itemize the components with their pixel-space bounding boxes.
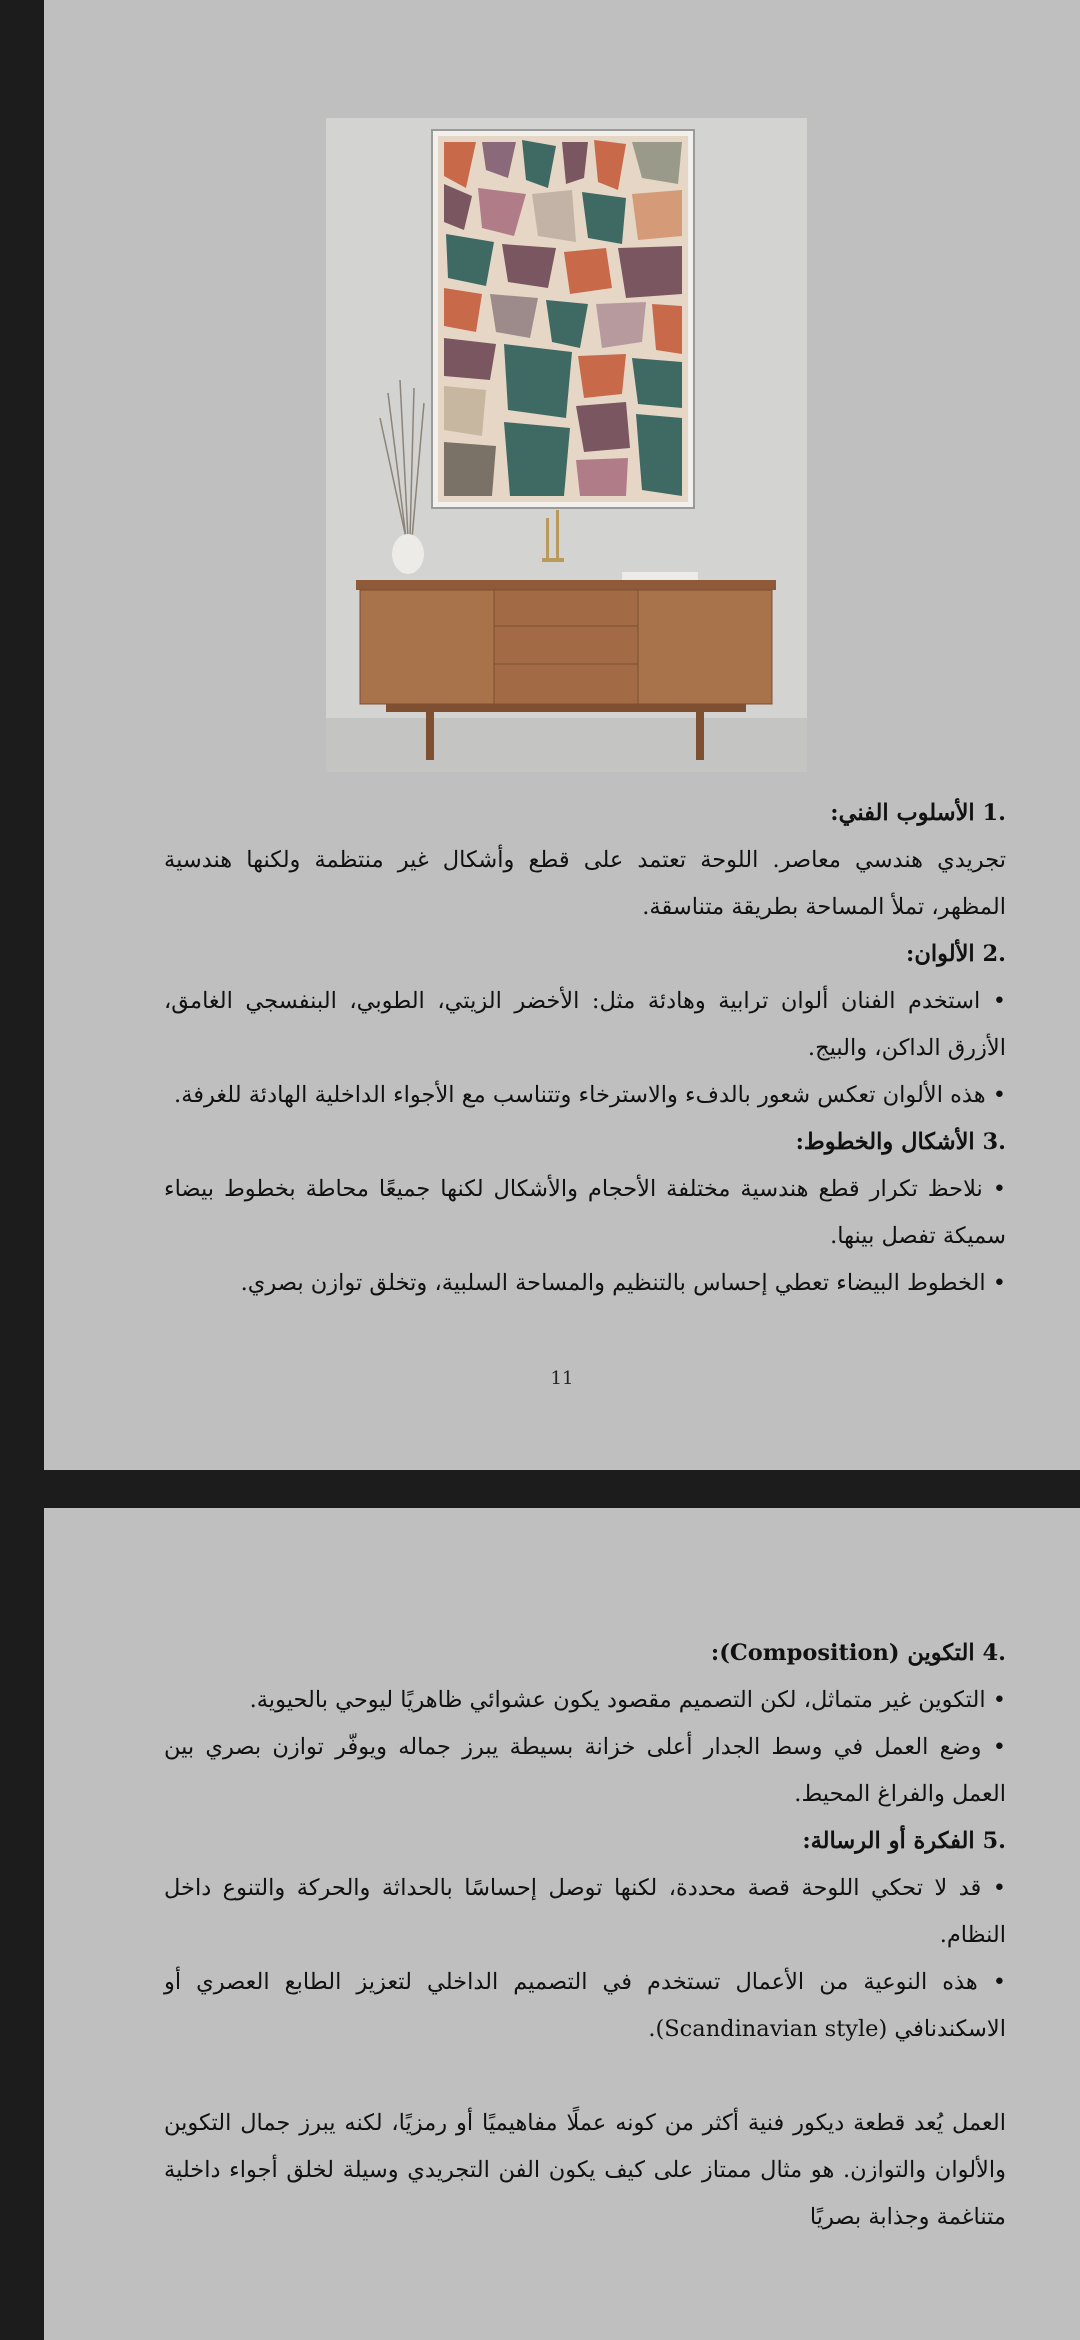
spacer <box>164 2053 1006 2100</box>
page-12-text <box>164 1630 1006 2241</box>
bullet-item: • هذه النوعية من الأعمال تستخدم في التصميم الداخلي لتعزيز الطابع العصري أو الاسكندنافي (Scandinavian style). <box>164 1969 1006 2042</box>
section-paragraph: تجريدي هندسي معاصر. اللوحة تعتمد على قطع وأشكال غير منتظمة ولكنها هندسية المظهر، تملأ المساحة بطريقة متناسقة. <box>164 847 1006 920</box>
bullet-item: • استخدم الفنان ألوان ترابية وهادئة مثل: الأخضر الزيتي، الطوبي، البنفسجي الغامق، الأزرق الداكن، والبيج. <box>164 988 1006 1061</box>
page-number: 11 <box>550 1368 574 1389</box>
page-11-text <box>164 790 1006 1307</box>
conclusion-paragraph: العمل يُعد قطعة ديكور فنية أكثر من كونه عملًا مفاهيميًا أو رمزيًا، لكنه يبرز جمال التكوين والألوان والتوازن. هو مثال ممتاز على كيف يكون الفن التجريدي وسيلة لخلق أجواء داخلية متناغمة وجذابة بصريًا <box>164 2110 1006 2230</box>
document-page-11 <box>44 0 1080 1470</box>
bullet-item: • هذه الألوان تعكس شعور بالدفء والاسترخاء وتتناسب مع الأجواء الداخلية الهادئة للغرفة. <box>174 1082 1006 1108</box>
section-heading-style: .1 الأسلوب الفني: <box>830 800 1006 826</box>
bullet-item: • التكوين غير متماثل، لكن التصميم مقصود يكون عشوائي ظاهريًا ليوحي بالحيوية. <box>249 1687 1006 1713</box>
bullet-item: • قد لا تحكي اللوحة قصة محددة، لكنها توصل إحساسًا بالحداثة والحركة والتنوع داخل النظام. <box>164 1875 1006 1948</box>
bullet-item: • الخطوط البيضاء تعطي إحساس بالتنظيم والمساحة السلبية، وتخلق توازن بصري. <box>240 1270 1006 1296</box>
section-heading-composition: .4 التكوين (Composition): <box>710 1640 1006 1666</box>
document-page-12 <box>44 1508 1080 2340</box>
section-heading-shapes: .3 الأشكال والخطوط: <box>795 1129 1006 1155</box>
bullet-item: • وضع العمل في وسط الجدار أعلى خزانة بسيطة يبرز جماله ويوفّر توازن بصري بين العمل والفراغ المحيط. <box>164 1734 1006 1807</box>
artwork-photo <box>326 118 807 772</box>
bullet-item: • نلاحظ تكرار قطع هندسية مختلفة الأحجام والأشكال لكنها جميعًا محاطة بخطوط بيضاء سميكة تفصل بينها. <box>164 1176 1006 1249</box>
section-heading-colors: .2 الألوان: <box>906 941 1006 967</box>
section-heading-message: .5 الفكرة أو الرسالة: <box>802 1828 1006 1854</box>
